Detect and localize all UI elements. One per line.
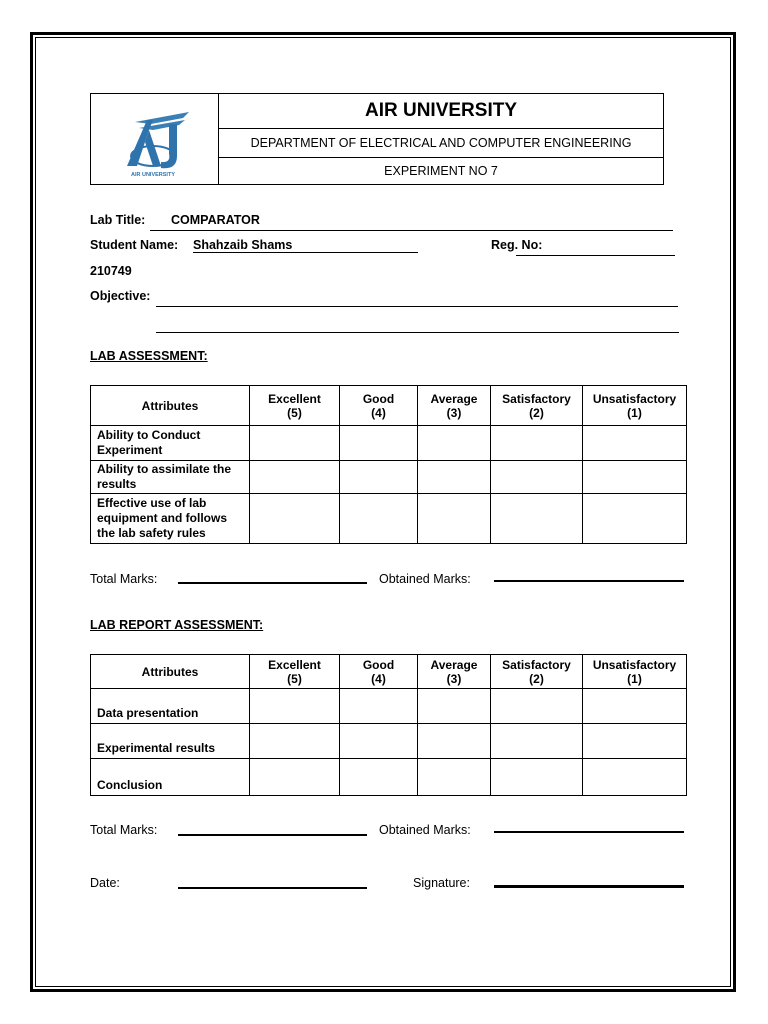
table-row xyxy=(91,426,687,461)
signature-line xyxy=(494,885,684,888)
date-line xyxy=(178,887,367,889)
reg-no-label: Reg. No: xyxy=(491,238,543,252)
score-cell[interactable] xyxy=(583,494,687,544)
attribute-cell: Conclusion xyxy=(91,759,250,796)
score-cell[interactable] xyxy=(583,689,687,724)
attribute-cell: Experimental results xyxy=(91,724,250,759)
objective-line-1 xyxy=(156,306,678,307)
score-cell[interactable] xyxy=(418,759,491,796)
student-name-label: Student Name: xyxy=(90,238,179,252)
report-total-marks-line xyxy=(178,834,367,836)
signature-label: Signature: xyxy=(413,876,470,890)
university-title: AIR UNIVERSITY xyxy=(219,94,663,129)
score-cell[interactable] xyxy=(250,426,340,461)
table-row xyxy=(91,461,687,494)
lab-title-value: COMPARATOR xyxy=(171,213,260,227)
score-cell[interactable] xyxy=(340,724,418,759)
score-cell[interactable] xyxy=(418,689,491,724)
col-attributes: Attributes xyxy=(91,386,250,426)
table-row xyxy=(91,494,687,544)
score-cell[interactable] xyxy=(418,461,491,494)
lab-title-label: Lab Title: xyxy=(90,213,146,227)
student-name-value: Shahzaib Shams xyxy=(193,238,293,252)
score-cell[interactable] xyxy=(418,494,491,544)
header-block xyxy=(90,93,664,185)
col-good: Good (4) xyxy=(340,386,418,426)
lab-total-marks-label: Total Marks: xyxy=(90,572,158,586)
score-cell[interactable] xyxy=(491,494,583,544)
col-satisfactory: Satisfactory (2) xyxy=(491,655,583,689)
score-cell[interactable] xyxy=(250,759,340,796)
score-cell[interactable] xyxy=(491,426,583,461)
objective-line-2 xyxy=(156,332,679,333)
col-unsatisfactory: Unsatisfactory (1) xyxy=(583,386,687,426)
date-label: Date: xyxy=(90,876,120,890)
lab-report-assessment-title: LAB REPORT ASSESSMENT: xyxy=(90,618,264,632)
score-cell[interactable] xyxy=(250,689,340,724)
attribute-cell: Ability to assimilate the results xyxy=(91,461,250,494)
col-average: Average (3) xyxy=(418,386,491,426)
col-attributes: Attributes xyxy=(91,655,250,689)
col-average: Average (3) xyxy=(418,655,491,689)
attribute-cell: Data presentation xyxy=(91,689,250,724)
lab-assessment-header-row xyxy=(91,386,687,426)
attribute-cell: Ability to Conduct Experiment xyxy=(91,426,250,461)
experiment-number: EXPERIMENT NO 7 xyxy=(384,164,498,178)
report-obtained-marks-label: Obtained Marks: xyxy=(379,823,471,837)
score-cell[interactable] xyxy=(340,461,418,494)
lab-assessment-title: LAB ASSESSMENT: xyxy=(90,349,208,363)
score-cell[interactable] xyxy=(250,494,340,544)
score-cell[interactable] xyxy=(583,724,687,759)
score-cell[interactable] xyxy=(491,724,583,759)
lab-title-underline xyxy=(150,230,673,231)
lab-obtained-marks-line xyxy=(494,580,684,582)
table-row xyxy=(91,689,687,724)
score-cell[interactable] xyxy=(491,461,583,494)
attribute-cell: Effective use of lab equipment and follows the lab safety rules xyxy=(91,494,250,544)
score-cell[interactable] xyxy=(340,494,418,544)
score-cell[interactable] xyxy=(340,426,418,461)
lab-report-header-row xyxy=(91,655,687,689)
logo-text: AIR UNIVERSITY xyxy=(130,172,176,178)
col-good: Good (4) xyxy=(340,655,418,689)
score-cell[interactable] xyxy=(583,759,687,796)
air-university-logo-icon xyxy=(91,94,219,184)
score-cell[interactable] xyxy=(583,426,687,461)
reg-no-value: 210749 xyxy=(90,264,132,278)
score-cell[interactable] xyxy=(583,461,687,494)
score-cell[interactable] xyxy=(491,759,583,796)
score-cell[interactable] xyxy=(340,689,418,724)
student-name-underline xyxy=(193,252,418,253)
col-unsatisfactory: Unsatisfactory (1) xyxy=(583,655,687,689)
score-cell[interactable] xyxy=(250,724,340,759)
score-cell[interactable] xyxy=(418,426,491,461)
objective-label: Objective: xyxy=(90,289,151,303)
table-row xyxy=(91,724,687,759)
university-logo xyxy=(91,94,219,184)
col-excellent: Excellent (5) xyxy=(250,386,340,426)
lab-total-marks-line xyxy=(178,582,367,584)
score-cell[interactable] xyxy=(340,759,418,796)
reg-no-underline xyxy=(516,255,675,256)
lab-obtained-marks-label: Obtained Marks: xyxy=(379,572,471,586)
department-title: DEPARTMENT OF ELECTRICAL AND COMPUTER ENGINEERING xyxy=(219,129,663,158)
score-cell[interactable] xyxy=(491,689,583,724)
score-cell[interactable] xyxy=(418,724,491,759)
col-satisfactory: Satisfactory (2) xyxy=(491,386,583,426)
report-total-marks-label: Total Marks: xyxy=(90,823,158,837)
lab-assessment-table xyxy=(90,385,687,544)
report-obtained-marks-line xyxy=(494,831,684,833)
score-cell[interactable] xyxy=(250,461,340,494)
table-row xyxy=(91,759,687,796)
lab-report-assessment-table xyxy=(90,654,687,796)
col-excellent: Excellent (5) xyxy=(250,655,340,689)
